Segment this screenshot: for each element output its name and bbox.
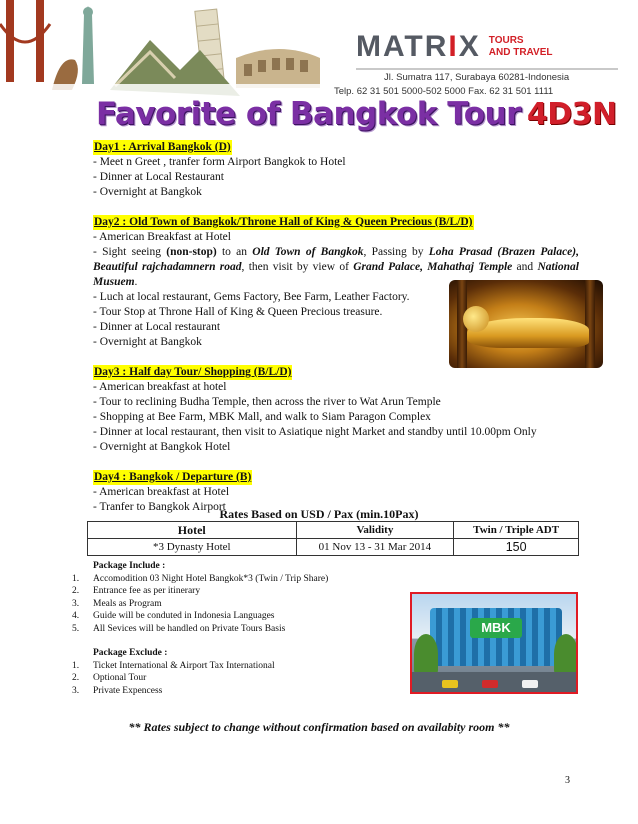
list-item: - American breakfast at Hotel — [93, 486, 230, 498]
list-item: - Dinner at local restaurant, then visit to Asiatique night Market and standby until 10.00pm Only — [93, 426, 537, 438]
list-item: - Overnight at Bangkok — [93, 336, 202, 348]
column-header-validity: Validity — [296, 522, 454, 539]
day3-section — [93, 365, 579, 455]
mbk-sign: MBK — [470, 618, 522, 638]
list-item: - Overnight at Bangkok — [93, 186, 202, 198]
list-item: - Luch at local restaurant, Gems Factory, Bee Farm, Leather Factory. — [93, 291, 410, 303]
brand-subtitle: TOURS AND TRAVEL — [488, 35, 553, 58]
cell-price: 150 — [454, 539, 579, 556]
rates-table — [87, 521, 579, 556]
company-logo — [356, 30, 552, 64]
rates-title: Rates Based on USD / Pax (min.10Pax) — [219, 507, 419, 521]
day-heading: Day3 : Half day Tour/ Shopping (B/L/D) — [94, 366, 292, 378]
list-item: 5. All Sevices will be handled on Private Tours Basis — [72, 623, 286, 634]
package-include-list — [72, 573, 329, 636]
landmarks-collage-image — [0, 0, 330, 100]
reclining-buddha-photo — [449, 280, 603, 368]
company-address: Jl. Sumatra 117, Surabaya 60281-Indonesia — [384, 72, 570, 83]
list-item: 2. Optional Tour — [72, 673, 147, 683]
duration-badge: 4D3N — [526, 97, 617, 132]
table-header-row — [88, 522, 579, 539]
day-heading: Day1 : Arrival Bangkok (D) — [94, 141, 231, 153]
column-header-hotel: Hotel — [88, 522, 297, 539]
list-item: 2. Entrance fee as per itinerary — [72, 586, 201, 596]
list-item: - Tour Stop at Throne Hall of King & Queen Precious treasure. — [93, 306, 383, 318]
day-heading: Day4 : Bangkok / Departure (B) — [94, 471, 252, 483]
list-item: 1. Ticket International & Airport Tax International — [72, 660, 275, 671]
page-header — [0, 0, 638, 104]
company-telephone: Telp. 62 31 501 5000-502 5000 Fax. 62 31 501 1111 — [334, 86, 554, 97]
list-item: 3. Meals as Program — [72, 598, 162, 609]
list-item: - Dinner at Local restaurant — [93, 321, 221, 333]
cell-validity: 01 Nov 13 - 31 Mar 2014 — [296, 539, 454, 556]
list-item: - American Breakfast at Hotel — [93, 231, 231, 243]
list-item: 3. Private Expencess — [72, 685, 163, 696]
column-header-price: Twin / Triple ADT — [454, 522, 579, 539]
list-item: - Shopping at Bee Farm, MBK Mall, and walk to Siam Paragon Complex — [93, 411, 431, 423]
day-heading: Day2 : Old Town of Bangkok/Throne Hall of King & Queen Precious (B/L/D) — [94, 216, 473, 228]
brand-name: MATRIX — [356, 30, 481, 63]
list-item: - Meet n Greet , tranfer form Airport Bangkok to Hotel — [93, 156, 346, 168]
rates-disclaimer: ** Rates subject to change without confirmation based on availabity room ** — [128, 720, 510, 734]
table-row — [88, 539, 579, 556]
list-item: - Dinner at Local Restaurant — [93, 171, 224, 183]
list-item: - Overnight at Bangkok Hotel — [93, 441, 231, 453]
list-item: - Sight seeing (non-stop) to an Old Town of Bangkok, Passing by Loha Prasad (Brazen Palace), Beautiful rajchadamnern road, then visit by view of Grand Palace, Mahathaj Temple and National Musuem. — [93, 246, 579, 288]
header-divider — [356, 68, 618, 70]
list-item: 4. Guide will be conduted in Indonesia Languages — [72, 611, 275, 621]
page-title: Favorite of Bangkok Tour 4D3N — [96, 96, 617, 132]
package-details — [72, 560, 329, 697]
package-exclude-list — [72, 660, 328, 698]
list-item: - Tranfer to Bangkok Airport — [93, 501, 226, 513]
day1-section — [93, 140, 579, 200]
list-item: - Tour to reclining Budha Temple, then across the river to Wat Arun Temple — [93, 396, 441, 408]
package-include-title: Package Include : — [93, 561, 166, 571]
cell-hotel: *3 Dynasty Hotel — [88, 539, 297, 556]
package-exclude-title: Package Exclude : — [93, 648, 168, 658]
mbk-mall-photo — [410, 592, 578, 694]
list-item: 1. Accomodition 03 Night Hotel Bangkok*3 (Twin / Trip Share) — [72, 573, 329, 584]
page-number: 3 — [565, 775, 570, 786]
list-item: - American breakfast at hotel — [93, 381, 227, 393]
